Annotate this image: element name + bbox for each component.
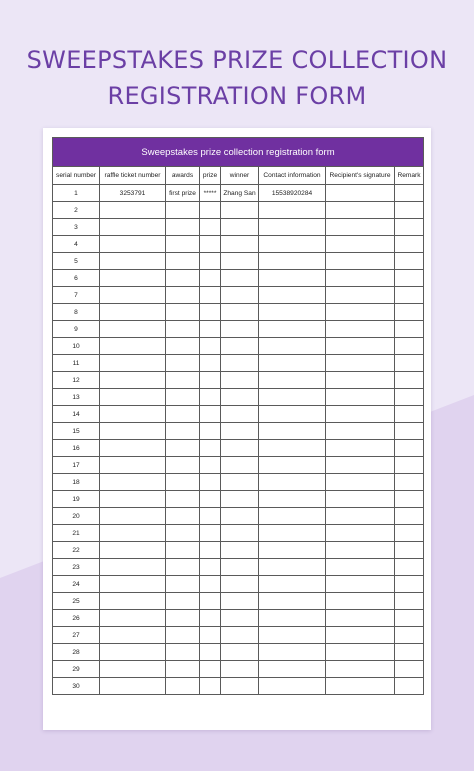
- table-row: [53, 474, 424, 491]
- column-header-prize: prize: [200, 167, 221, 185]
- cell-raffle-ticket-number[interactable]: [100, 542, 166, 559]
- cell-awards[interactable]: [166, 321, 200, 338]
- page-title: [0, 42, 474, 114]
- column-header-row: [53, 167, 424, 185]
- cell-serial-number: 17: [53, 457, 100, 474]
- table-row: [53, 440, 424, 457]
- cell-remark[interactable]: [395, 321, 424, 338]
- column-header-contact-information: Contact information: [259, 167, 326, 185]
- cell-recipients-signature[interactable]: [326, 525, 395, 542]
- cell-raffle-ticket-number[interactable]: [100, 610, 166, 627]
- cell-raffle-ticket-number[interactable]: [100, 389, 166, 406]
- cell-prize[interactable]: [200, 457, 221, 474]
- cell-prize[interactable]: [200, 542, 221, 559]
- cell-awards[interactable]: [166, 542, 200, 559]
- column-header-recipients-signature: Recipient's signature: [326, 167, 395, 185]
- cell-prize[interactable]: [200, 253, 221, 270]
- cell-recipients-signature[interactable]: [326, 338, 395, 355]
- cell-raffle-ticket-number[interactable]: [100, 525, 166, 542]
- column-header-awards: awards: [166, 167, 200, 185]
- cell-remark[interactable]: [395, 406, 424, 423]
- cell-serial-number: 30: [53, 678, 100, 695]
- cell-recipients-signature[interactable]: [326, 576, 395, 593]
- cell-winner[interactable]: [221, 219, 259, 236]
- cell-raffle-ticket-number[interactable]: [100, 474, 166, 491]
- table-row: [53, 321, 424, 338]
- cell-awards[interactable]: [166, 440, 200, 457]
- cell-remark[interactable]: [395, 678, 424, 695]
- table-row: [53, 236, 424, 253]
- cell-awards[interactable]: [166, 593, 200, 610]
- cell-awards[interactable]: [166, 576, 200, 593]
- cell-prize[interactable]: [200, 287, 221, 304]
- cell-recipients-signature[interactable]: [326, 491, 395, 508]
- cell-awards[interactable]: [166, 219, 200, 236]
- cell-serial-number: 26: [53, 610, 100, 627]
- cell-awards[interactable]: [166, 338, 200, 355]
- cell-awards[interactable]: [166, 253, 200, 270]
- column-header-raffle-ticket-number: raffle ticket number: [100, 167, 166, 185]
- table-row: [53, 559, 424, 576]
- cell-recipients-signature[interactable]: [326, 644, 395, 661]
- cell-remark[interactable]: [395, 508, 424, 525]
- cell-prize[interactable]: [200, 202, 221, 219]
- cell-serial-number: 22: [53, 542, 100, 559]
- cell-raffle-ticket-number[interactable]: [100, 508, 166, 525]
- cell-remark[interactable]: [395, 474, 424, 491]
- cell-serial-number: 25: [53, 593, 100, 610]
- cell-contact-information[interactable]: [259, 440, 326, 457]
- cell-serial-number: 1: [53, 185, 100, 202]
- cell-prize[interactable]: [200, 440, 221, 457]
- cell-awards[interactable]: [166, 423, 200, 440]
- cell-prize[interactable]: [200, 559, 221, 576]
- cell-contact-information[interactable]: 15538920284: [259, 185, 326, 202]
- cell-raffle-ticket-number[interactable]: [100, 372, 166, 389]
- cell-serial-number: 12: [53, 372, 100, 389]
- cell-prize[interactable]: [200, 321, 221, 338]
- cell-remark[interactable]: [395, 219, 424, 236]
- cell-awards[interactable]: [166, 525, 200, 542]
- cell-raffle-ticket-number[interactable]: [100, 678, 166, 695]
- cell-serial-number: 15: [53, 423, 100, 440]
- cell-awards[interactable]: [166, 559, 200, 576]
- cell-prize[interactable]: [200, 627, 221, 644]
- cell-recipients-signature[interactable]: [326, 559, 395, 576]
- cell-awards[interactable]: [166, 389, 200, 406]
- cell-awards[interactable]: [166, 678, 200, 695]
- cell-recipients-signature[interactable]: [326, 185, 395, 202]
- cell-awards[interactable]: [166, 287, 200, 304]
- cell-raffle-ticket-number[interactable]: [100, 661, 166, 678]
- cell-awards[interactable]: [166, 270, 200, 287]
- table-row: [53, 644, 424, 661]
- cell-winner[interactable]: Zhang San: [221, 185, 259, 202]
- cell-contact-information[interactable]: [259, 202, 326, 219]
- cell-prize[interactable]: [200, 423, 221, 440]
- cell-winner[interactable]: [221, 355, 259, 372]
- cell-winner[interactable]: [221, 474, 259, 491]
- cell-contact-information[interactable]: [259, 542, 326, 559]
- cell-raffle-ticket-number[interactable]: [100, 423, 166, 440]
- table-row: [53, 508, 424, 525]
- cell-raffle-ticket-number[interactable]: [100, 593, 166, 610]
- cell-recipients-signature[interactable]: [326, 219, 395, 236]
- table-row: [53, 678, 424, 695]
- cell-winner[interactable]: [221, 406, 259, 423]
- cell-raffle-ticket-number[interactable]: [100, 236, 166, 253]
- cell-remark[interactable]: [395, 236, 424, 253]
- cell-raffle-ticket-number[interactable]: [100, 559, 166, 576]
- cell-remark[interactable]: [395, 338, 424, 355]
- table-row: [53, 593, 424, 610]
- cell-contact-information[interactable]: [259, 321, 326, 338]
- cell-remark[interactable]: [395, 610, 424, 627]
- cell-winner[interactable]: [221, 457, 259, 474]
- form-sheet: [43, 128, 431, 730]
- table-row: [53, 406, 424, 423]
- cell-winner[interactable]: [221, 236, 259, 253]
- cell-remark[interactable]: [395, 491, 424, 508]
- table-row: [53, 491, 424, 508]
- table-row: [53, 661, 424, 678]
- registration-table: [52, 137, 424, 695]
- cell-contact-information[interactable]: [259, 253, 326, 270]
- cell-contact-information[interactable]: [259, 644, 326, 661]
- cell-contact-information[interactable]: [259, 236, 326, 253]
- cell-raffle-ticket-number[interactable]: [100, 321, 166, 338]
- cell-winner[interactable]: [221, 389, 259, 406]
- cell-contact-information[interactable]: [259, 389, 326, 406]
- cell-awards[interactable]: [166, 661, 200, 678]
- cell-awards[interactable]: [166, 491, 200, 508]
- cell-contact-information[interactable]: [259, 355, 326, 372]
- cell-remark[interactable]: [395, 423, 424, 440]
- cell-remark[interactable]: [395, 542, 424, 559]
- cell-remark[interactable]: [395, 304, 424, 321]
- cell-contact-information[interactable]: [259, 559, 326, 576]
- cell-prize[interactable]: [200, 644, 221, 661]
- cell-winner[interactable]: [221, 287, 259, 304]
- cell-winner[interactable]: [221, 321, 259, 338]
- cell-recipients-signature[interactable]: [326, 389, 395, 406]
- cell-serial-number: 7: [53, 287, 100, 304]
- table-row: [53, 372, 424, 389]
- cell-recipients-signature[interactable]: [326, 355, 395, 372]
- cell-prize[interactable]: [200, 389, 221, 406]
- cell-prize[interactable]: [200, 304, 221, 321]
- cell-remark[interactable]: [395, 440, 424, 457]
- table-body: [53, 185, 424, 695]
- cell-prize[interactable]: [200, 355, 221, 372]
- cell-remark[interactable]: [395, 270, 424, 287]
- cell-recipients-signature[interactable]: [326, 304, 395, 321]
- table-row: [53, 627, 424, 644]
- cell-recipients-signature[interactable]: [326, 593, 395, 610]
- table-row: [53, 287, 424, 304]
- cell-remark[interactable]: [395, 287, 424, 304]
- cell-winner[interactable]: [221, 440, 259, 457]
- cell-raffle-ticket-number[interactable]: [100, 627, 166, 644]
- cell-awards[interactable]: [166, 202, 200, 219]
- cell-prize[interactable]: [200, 678, 221, 695]
- cell-prize[interactable]: [200, 474, 221, 491]
- cell-serial-number: 9: [53, 321, 100, 338]
- cell-winner[interactable]: [221, 338, 259, 355]
- cell-serial-number: 29: [53, 661, 100, 678]
- cell-awards[interactable]: [166, 627, 200, 644]
- cell-serial-number: 6: [53, 270, 100, 287]
- cell-contact-information[interactable]: [259, 474, 326, 491]
- cell-awards[interactable]: [166, 372, 200, 389]
- cell-winner[interactable]: [221, 508, 259, 525]
- cell-serial-number: 28: [53, 644, 100, 661]
- cell-awards[interactable]: [166, 508, 200, 525]
- cell-awards[interactable]: [166, 236, 200, 253]
- cell-contact-information[interactable]: [259, 423, 326, 440]
- cell-contact-information[interactable]: [259, 338, 326, 355]
- cell-recipients-signature[interactable]: [326, 253, 395, 270]
- cell-remark[interactable]: [395, 627, 424, 644]
- cell-raffle-ticket-number[interactable]: [100, 287, 166, 304]
- cell-recipients-signature[interactable]: [326, 542, 395, 559]
- cell-raffle-ticket-number[interactable]: [100, 219, 166, 236]
- cell-recipients-signature[interactable]: [326, 457, 395, 474]
- table-row: [53, 219, 424, 236]
- cell-serial-number: 23: [53, 559, 100, 576]
- cell-contact-information[interactable]: [259, 457, 326, 474]
- cell-raffle-ticket-number[interactable]: [100, 440, 166, 457]
- table-row: [53, 253, 424, 270]
- cell-serial-number: 19: [53, 491, 100, 508]
- page-title-line-2: REGISTRATION FORM: [107, 82, 367, 110]
- cell-awards[interactable]: [166, 644, 200, 661]
- cell-winner[interactable]: [221, 593, 259, 610]
- cell-raffle-ticket-number[interactable]: [100, 644, 166, 661]
- cell-recipients-signature[interactable]: [326, 236, 395, 253]
- cell-remark[interactable]: [395, 389, 424, 406]
- cell-recipients-signature[interactable]: [326, 661, 395, 678]
- cell-winner[interactable]: [221, 423, 259, 440]
- table-row: [53, 338, 424, 355]
- cell-recipients-signature[interactable]: [326, 508, 395, 525]
- cell-serial-number: 18: [53, 474, 100, 491]
- cell-raffle-ticket-number[interactable]: [100, 457, 166, 474]
- cell-raffle-ticket-number[interactable]: [100, 576, 166, 593]
- cell-raffle-ticket-number[interactable]: [100, 406, 166, 423]
- cell-contact-information[interactable]: [259, 270, 326, 287]
- cell-remark[interactable]: [395, 644, 424, 661]
- cell-recipients-signature[interactable]: [326, 610, 395, 627]
- table-row: [53, 542, 424, 559]
- cell-serial-number: 14: [53, 406, 100, 423]
- cell-winner[interactable]: [221, 610, 259, 627]
- cell-recipients-signature[interactable]: [326, 406, 395, 423]
- cell-contact-information[interactable]: [259, 508, 326, 525]
- cell-recipients-signature[interactable]: [326, 423, 395, 440]
- cell-recipients-signature[interactable]: [326, 287, 395, 304]
- cell-contact-information[interactable]: [259, 593, 326, 610]
- cell-serial-number: 11: [53, 355, 100, 372]
- cell-contact-information[interactable]: [259, 610, 326, 627]
- table-row: [53, 270, 424, 287]
- cell-remark[interactable]: [395, 525, 424, 542]
- cell-serial-number: 3: [53, 219, 100, 236]
- cell-awards[interactable]: first prize: [166, 185, 200, 202]
- cell-serial-number: 4: [53, 236, 100, 253]
- table-row: [53, 202, 424, 219]
- cell-winner[interactable]: [221, 661, 259, 678]
- cell-winner[interactable]: [221, 627, 259, 644]
- cell-serial-number: 20: [53, 508, 100, 525]
- cell-remark[interactable]: [395, 185, 424, 202]
- cell-prize[interactable]: [200, 525, 221, 542]
- cell-remark[interactable]: [395, 457, 424, 474]
- cell-contact-information[interactable]: [259, 491, 326, 508]
- cell-contact-information[interactable]: [259, 661, 326, 678]
- cell-serial-number: 24: [53, 576, 100, 593]
- cell-prize[interactable]: [200, 406, 221, 423]
- cell-winner[interactable]: [221, 644, 259, 661]
- cell-recipients-signature[interactable]: [326, 372, 395, 389]
- table-row: [53, 457, 424, 474]
- cell-winner[interactable]: [221, 525, 259, 542]
- cell-remark[interactable]: [395, 593, 424, 610]
- cell-raffle-ticket-number[interactable]: [100, 355, 166, 372]
- cell-contact-information[interactable]: [259, 678, 326, 695]
- table-row: [53, 576, 424, 593]
- cell-awards[interactable]: [166, 610, 200, 627]
- cell-awards[interactable]: [166, 304, 200, 321]
- cell-raffle-ticket-number[interactable]: [100, 338, 166, 355]
- cell-winner[interactable]: [221, 270, 259, 287]
- cell-serial-number: 21: [53, 525, 100, 542]
- cell-remark[interactable]: [395, 661, 424, 678]
- cell-prize[interactable]: [200, 270, 221, 287]
- cell-remark[interactable]: [395, 372, 424, 389]
- table-row: [53, 389, 424, 406]
- page-title-line-1: SWEEPSTAKES PRIZE COLLECTION: [26, 46, 448, 74]
- cell-prize[interactable]: [200, 610, 221, 627]
- cell-recipients-signature[interactable]: [326, 474, 395, 491]
- cell-prize[interactable]: [200, 338, 221, 355]
- cell-contact-information[interactable]: [259, 627, 326, 644]
- cell-winner[interactable]: [221, 576, 259, 593]
- table-banner: Sweepstakes prize collection registration form: [53, 138, 424, 167]
- cell-raffle-ticket-number[interactable]: [100, 202, 166, 219]
- cell-prize[interactable]: *****: [200, 185, 221, 202]
- cell-awards[interactable]: [166, 474, 200, 491]
- cell-prize[interactable]: [200, 219, 221, 236]
- cell-raffle-ticket-number[interactable]: [100, 270, 166, 287]
- table-row: [53, 525, 424, 542]
- cell-remark[interactable]: [395, 355, 424, 372]
- cell-recipients-signature[interactable]: [326, 440, 395, 457]
- table-row: [53, 304, 424, 321]
- cell-serial-number: 10: [53, 338, 100, 355]
- cell-serial-number: 27: [53, 627, 100, 644]
- cell-serial-number: 5: [53, 253, 100, 270]
- cell-raffle-ticket-number[interactable]: 3253791: [100, 185, 166, 202]
- column-header-remark: Remark: [395, 167, 424, 185]
- cell-winner[interactable]: [221, 491, 259, 508]
- column-header-winner: winner: [221, 167, 259, 185]
- cell-raffle-ticket-number[interactable]: [100, 304, 166, 321]
- cell-winner[interactable]: [221, 678, 259, 695]
- cell-awards[interactable]: [166, 457, 200, 474]
- cell-raffle-ticket-number[interactable]: [100, 491, 166, 508]
- table-row: [53, 185, 424, 202]
- cell-awards[interactable]: [166, 355, 200, 372]
- cell-awards[interactable]: [166, 406, 200, 423]
- cell-contact-information[interactable]: [259, 372, 326, 389]
- cell-contact-information[interactable]: [259, 287, 326, 304]
- cell-recipients-signature[interactable]: [326, 321, 395, 338]
- cell-contact-information[interactable]: [259, 219, 326, 236]
- cell-remark[interactable]: [395, 202, 424, 219]
- cell-prize[interactable]: [200, 372, 221, 389]
- cell-contact-information[interactable]: [259, 304, 326, 321]
- cell-winner[interactable]: [221, 253, 259, 270]
- cell-remark[interactable]: [395, 576, 424, 593]
- cell-recipients-signature[interactable]: [326, 202, 395, 219]
- cell-winner[interactable]: [221, 559, 259, 576]
- column-header-serial-number: serial number: [53, 167, 100, 185]
- cell-prize[interactable]: [200, 593, 221, 610]
- cell-prize[interactable]: [200, 508, 221, 525]
- cell-recipients-signature[interactable]: [326, 627, 395, 644]
- cell-serial-number: 16: [53, 440, 100, 457]
- cell-winner[interactable]: [221, 202, 259, 219]
- cell-contact-information[interactable]: [259, 525, 326, 542]
- cell-remark[interactable]: [395, 559, 424, 576]
- table-row: [53, 355, 424, 372]
- cell-serial-number: 2: [53, 202, 100, 219]
- cell-prize[interactable]: [200, 491, 221, 508]
- cell-recipients-signature[interactable]: [326, 678, 395, 695]
- cell-prize[interactable]: [200, 236, 221, 253]
- cell-serial-number: 8: [53, 304, 100, 321]
- cell-contact-information[interactable]: [259, 576, 326, 593]
- table-row: [53, 610, 424, 627]
- cell-remark[interactable]: [395, 253, 424, 270]
- cell-prize[interactable]: [200, 576, 221, 593]
- cell-serial-number: 13: [53, 389, 100, 406]
- cell-prize[interactable]: [200, 661, 221, 678]
- cell-winner[interactable]: [221, 372, 259, 389]
- cell-recipients-signature[interactable]: [326, 270, 395, 287]
- cell-winner[interactable]: [221, 542, 259, 559]
- table-row: [53, 423, 424, 440]
- cell-raffle-ticket-number[interactable]: [100, 253, 166, 270]
- cell-contact-information[interactable]: [259, 406, 326, 423]
- cell-winner[interactable]: [221, 304, 259, 321]
